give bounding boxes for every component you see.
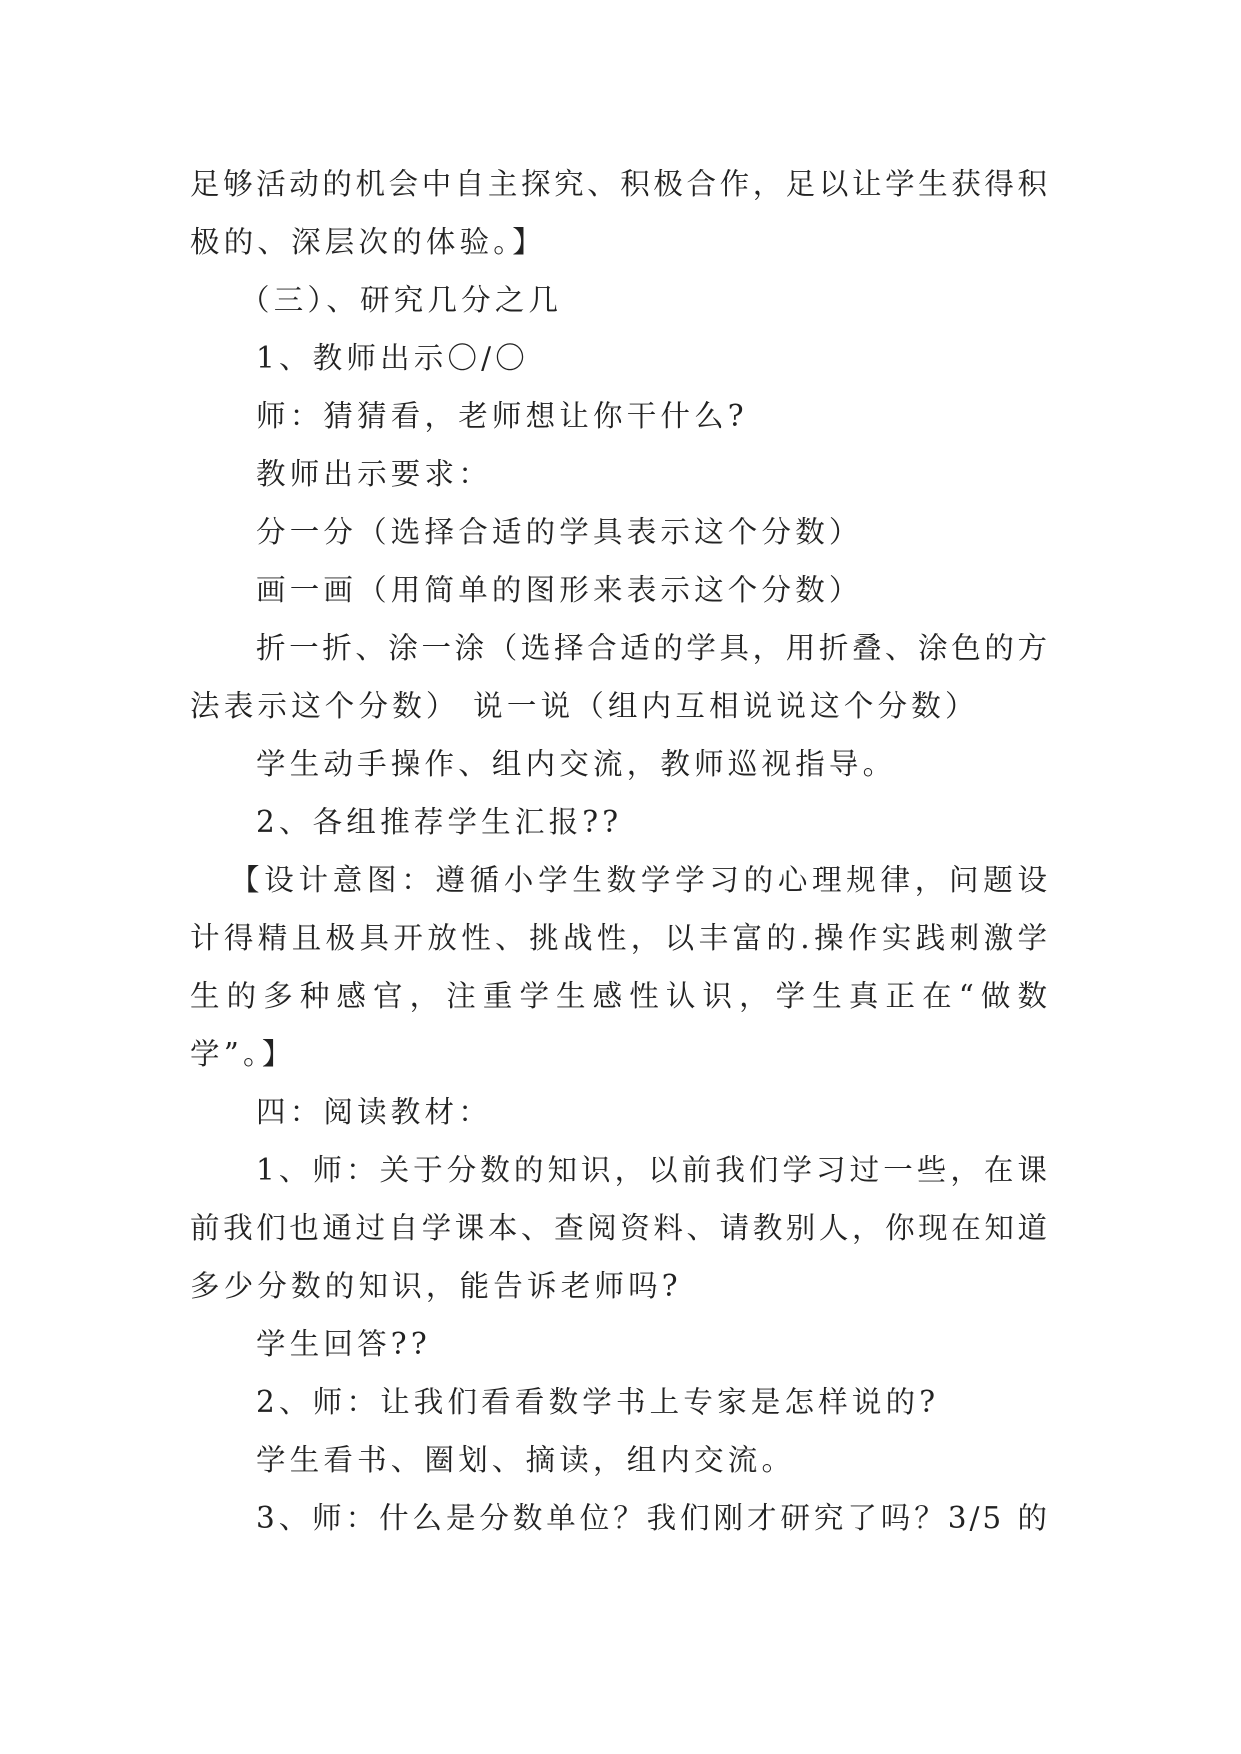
- text-line: 学”。】: [190, 1037, 296, 1071]
- text-line: 教师出示要求：: [256, 457, 492, 491]
- text-line: 极的、深层次的体验。】: [190, 225, 546, 259]
- section-heading: （三）、研究几分之几: [240, 283, 563, 317]
- text-line: 画一画（用简单的图形来表示这个分数）: [256, 573, 863, 607]
- text-line: 2、师：让我们看看数学书上专家是怎样说的?: [256, 1385, 940, 1419]
- text-line: 学生回答??: [256, 1327, 431, 1361]
- text-line: 学生动手操作、组内交流，教师巡视指导。: [256, 747, 897, 781]
- section-heading: 四：阅读教材：: [256, 1095, 492, 1129]
- text-line: 1、师：关于分数的知识，以前我们学习过一些，在课: [256, 1153, 1050, 1187]
- text-line: 多少分数的知识，能告诉老师吗?: [190, 1269, 682, 1303]
- text-line: 计得精且极具开放性、挑战性，以丰富的.操作实践刺激学: [190, 921, 1050, 955]
- text-line: 【设计意图：遵循小学生数学学习的心理规律，问题设: [230, 863, 1050, 897]
- text-line: 足够活动的机会中自主探究、积极合作，足以让学生获得积: [190, 167, 1050, 201]
- document-body: [190, 155, 1050, 1547]
- text-line: 生的多种感官，注重学生感性认识，学生真正在“做数: [190, 979, 1050, 1013]
- text-line: 3、师：什么是分数单位？我们刚才研究了吗？3/5 的: [256, 1501, 1050, 1535]
- text-line: 前我们也通过自学课本、查阅资料、请教别人，你现在知道: [190, 1211, 1050, 1245]
- text-line: 师：猜猜看，老师想让你干什么?: [256, 399, 748, 433]
- text-line: 1、教师出示〇/〇: [256, 341, 530, 375]
- text-line: 折一折、涂一涂（选择合适的学具，用折叠、涂色的方: [256, 631, 1050, 665]
- text-line: 2、各组推荐学生汇报??: [256, 805, 623, 839]
- text-line: 法表示这个分数） 说一说（组内互相说说这个分数）: [190, 689, 979, 723]
- text-line: 学生看书、圈划、摘读，组内交流。: [256, 1443, 796, 1477]
- text-line: 分一分（选择合适的学具表示这个分数）: [256, 515, 863, 549]
